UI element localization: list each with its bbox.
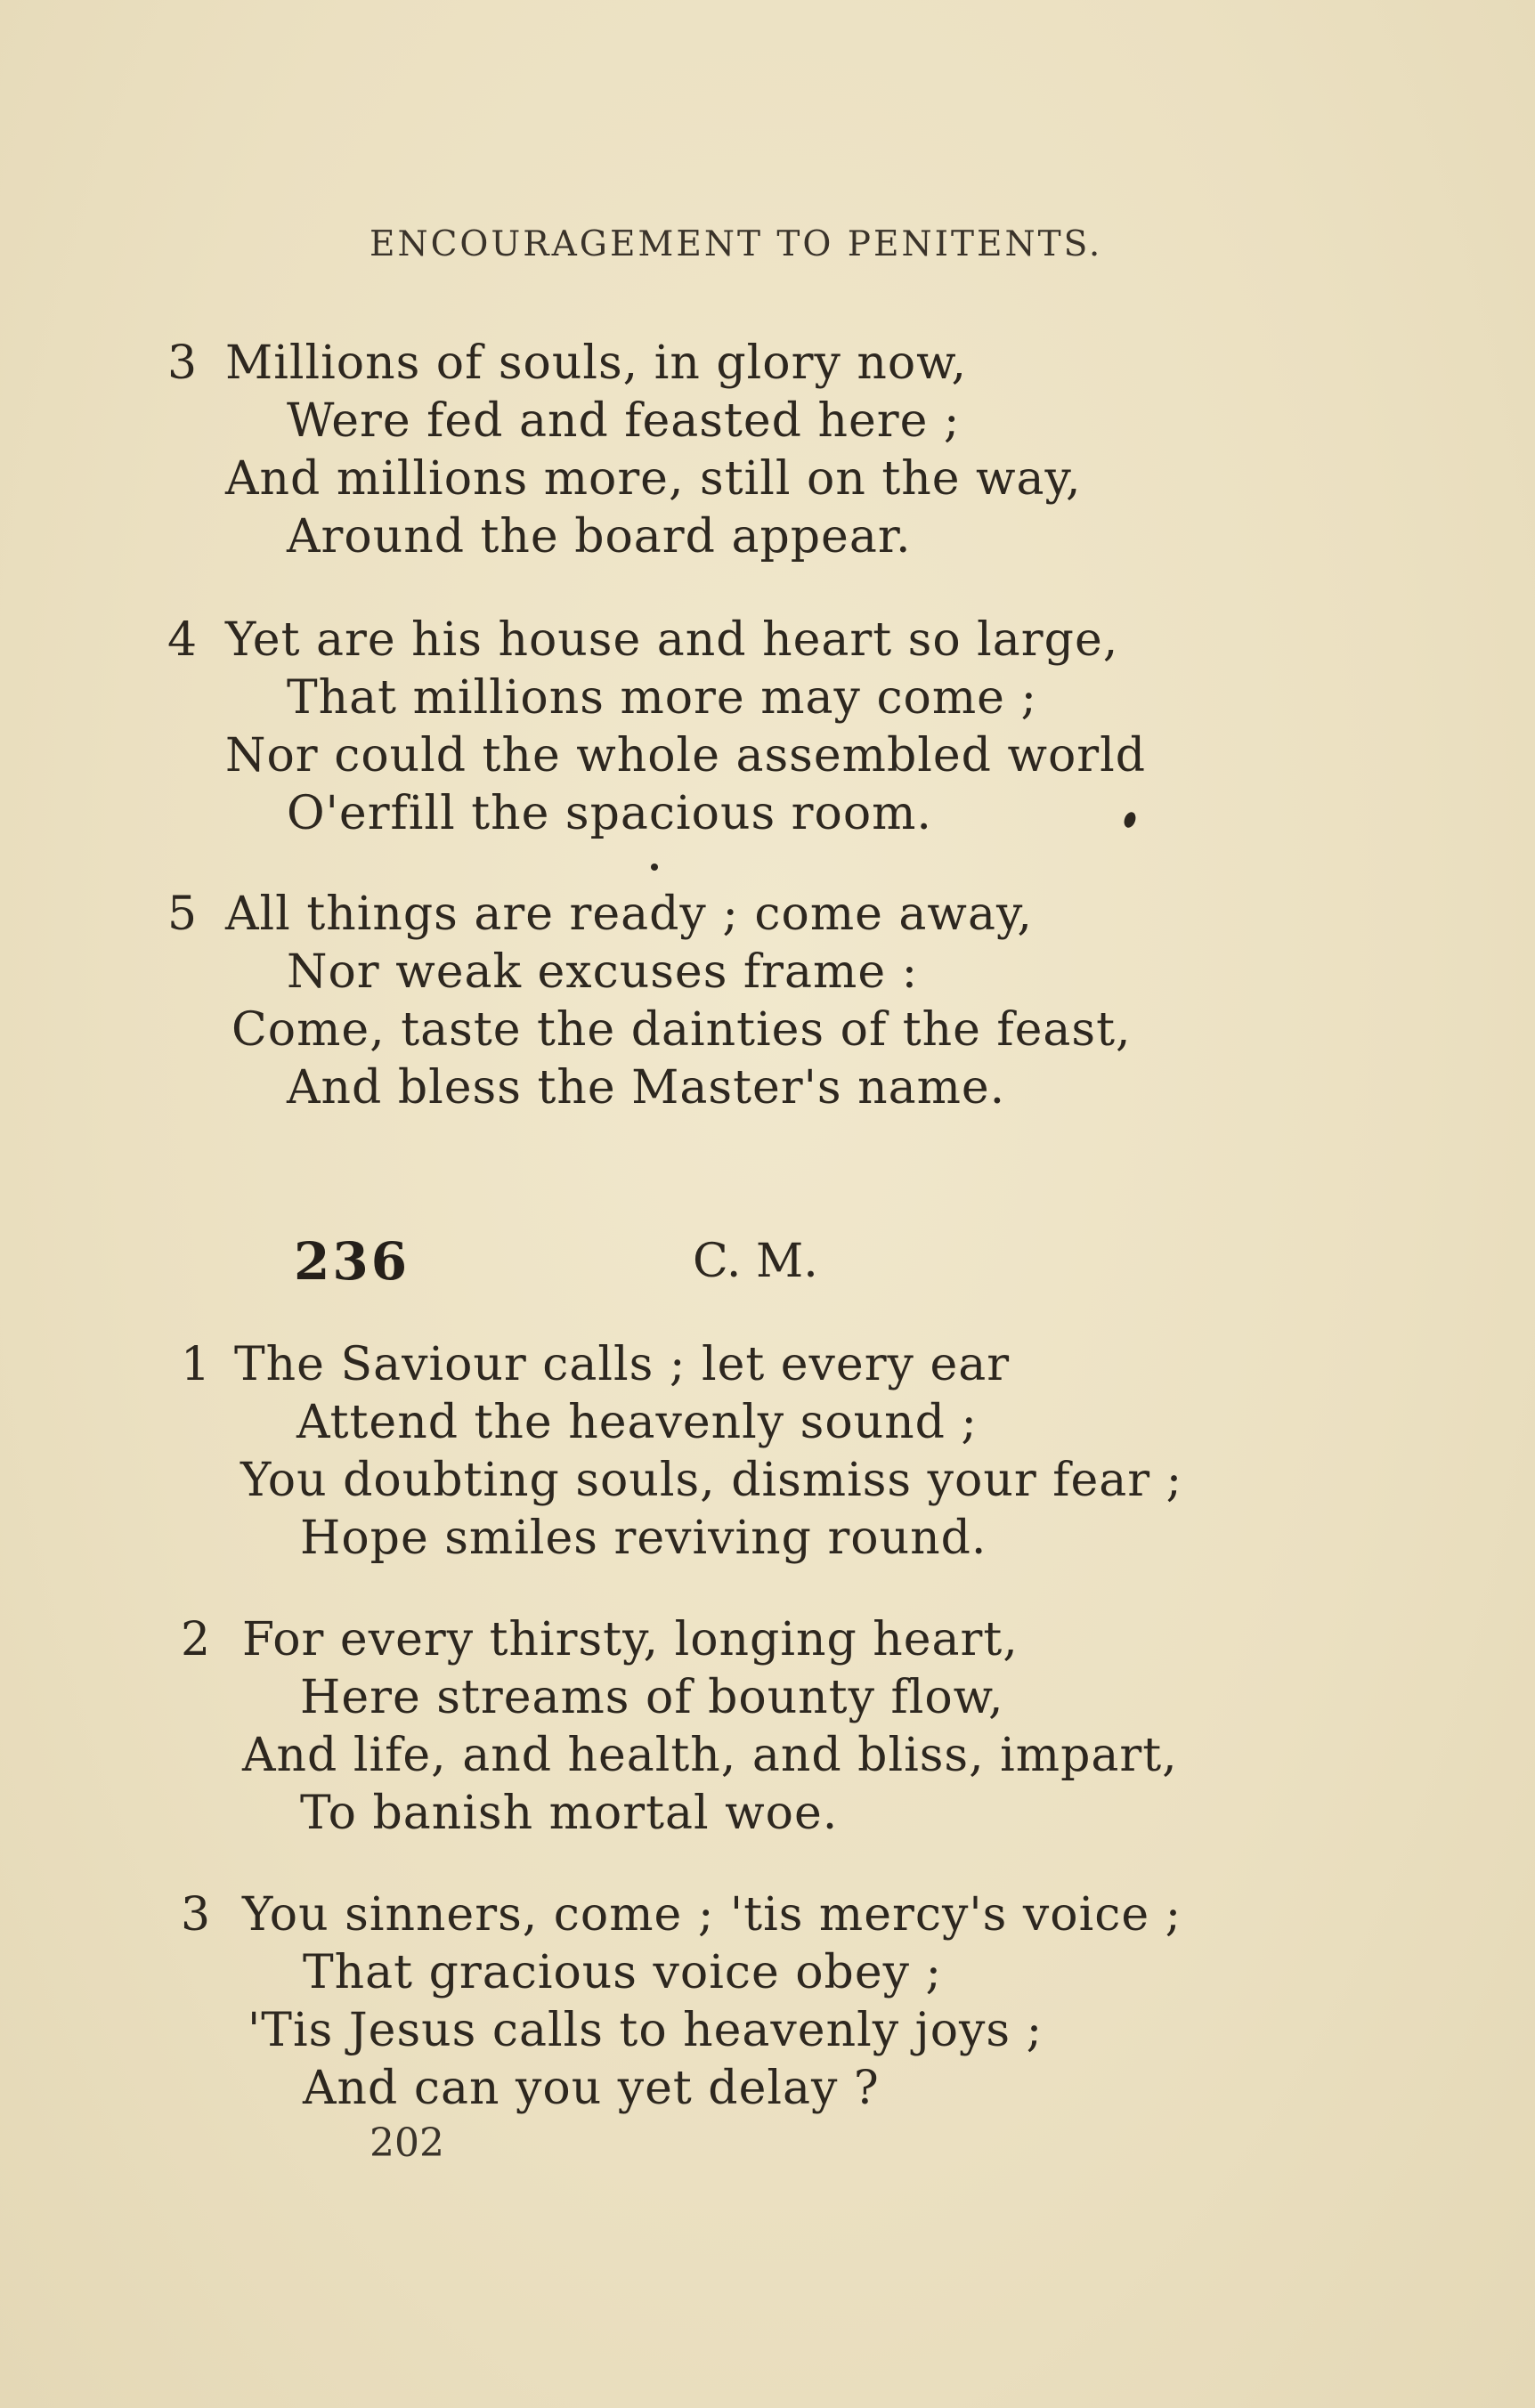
verse-line: Were fed and feasted here ;: [287, 394, 961, 448]
verse-number: 5: [167, 888, 198, 941]
verse-line: And life, and health, and bliss, impart,: [242, 1729, 1178, 1782]
verse-line: You sinners, come ; 'tis mercy's voice ;: [242, 1888, 1182, 1942]
ink-speck: [1122, 810, 1137, 829]
verse-line: Yet are his house and heart so large,: [225, 613, 1119, 667]
verse-line: And bless the Master's name.: [287, 1061, 1006, 1115]
hymn-number: 236: [294, 1231, 410, 1292]
verse-line: Here streams of bounty flow,: [300, 1671, 1004, 1724]
verse-line: Nor could the whole assembled world: [225, 729, 1147, 782]
verse-number: 3: [167, 336, 198, 390]
verse-line: Around the board appear.: [287, 510, 912, 563]
ink-speck: [651, 863, 658, 871]
verse-line: That gracious voice obey ;: [303, 1946, 943, 1999]
verse-line: O'erfill the spacious room.: [287, 787, 932, 840]
verse-line: To banish mortal woe.: [300, 1787, 839, 1840]
verse-line: Attend the heavenly sound ;: [296, 1396, 978, 1449]
verse-number: 2: [181, 1613, 211, 1666]
verse-line: You doubting souls, dismiss your fear ;: [240, 1454, 1183, 1507]
verse-line: And can you yet delay ?: [303, 2062, 880, 2115]
verse-line: 'Tis Jesus calls to heavenly joys ;: [248, 2004, 1044, 2057]
running-head: ENCOURAGEMENT TO PENITENTS.: [370, 224, 1103, 264]
verse-number: 1: [181, 1338, 211, 1391]
verse-line: Come, taste the dainties of the feast,: [231, 1003, 1132, 1057]
verse-number: 4: [167, 613, 198, 667]
page-number: 202: [370, 2120, 444, 2166]
verse-line: The Saviour calls ; let every ear: [234, 1338, 1011, 1391]
verse-line: And millions more, still on the way,: [225, 452, 1082, 506]
verse-line: Nor weak excuses frame :: [287, 945, 919, 999]
verse-number: 3: [181, 1888, 211, 1942]
verse-line: For every thirsty, longing heart,: [242, 1613, 1019, 1666]
verse-line: Hope smiles reviving round.: [300, 1512, 987, 1565]
verse-line: Millions of souls, in glory now,: [225, 336, 968, 390]
verse-line: That millions more may come ;: [287, 671, 1037, 725]
verse-line: All things are ready ; come away,: [225, 888, 1033, 941]
hymn-meter: C. M.: [693, 1235, 818, 1288]
